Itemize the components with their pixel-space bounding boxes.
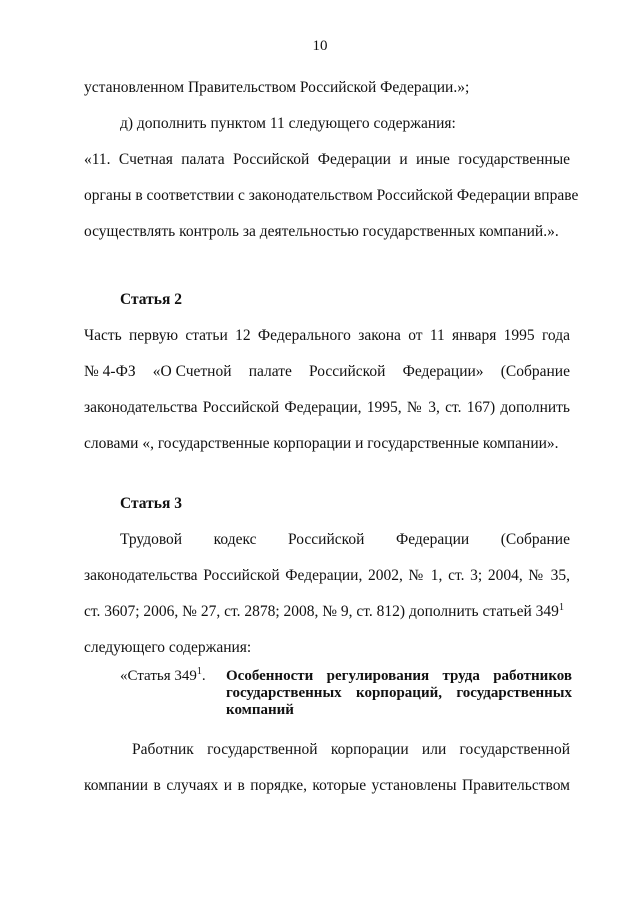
article-349-title bbox=[226, 668, 572, 719]
superscript: 1 bbox=[196, 666, 202, 677]
word: Федерации bbox=[395, 531, 470, 548]
text-line: «11. Счетная палата Российской Федерации и иные государственные bbox=[84, 151, 570, 168]
word: (Собрание bbox=[500, 363, 570, 380]
text-line: законодательства Российской Федерации, 1995, № 3, ст. 167) дополнить bbox=[84, 399, 570, 416]
word: № 4-ФЗ bbox=[84, 363, 136, 380]
text-line: Работник государственной корпорации или государственной bbox=[132, 741, 570, 758]
text-line: словами «, государственные корпорации и государственные компании». bbox=[84, 435, 559, 452]
text-span: «Статья 349 bbox=[120, 668, 197, 684]
title-line: Особенности регулирования труда работников bbox=[226, 668, 572, 684]
superscript: 1 bbox=[558, 602, 564, 613]
text-line: д) дополнить пунктом 11 следующего содержания: bbox=[120, 115, 456, 132]
word: Федерации» bbox=[402, 363, 484, 380]
text-line: следующего содержания: bbox=[84, 639, 252, 656]
text-line: органы в соответствии с законодательством Российской Федерации вправе bbox=[84, 187, 579, 204]
text-line: установленном Правительством Российской Федерации.»; bbox=[84, 79, 470, 96]
word: Трудовой bbox=[120, 531, 183, 548]
title-line: государственных корпораций, государственных bbox=[226, 685, 572, 701]
text-line-spaced bbox=[120, 530, 570, 550]
article-349-prefix: «Статья $349^1$. bbox=[120, 666, 206, 684]
page-number: 10 bbox=[312, 38, 328, 54]
text-line: Часть первую статьи 12 Федерального закона от 11 января 1995 года bbox=[84, 327, 570, 344]
word: «О Счетной bbox=[152, 363, 232, 380]
text-line: осуществлять контроль за деятельностью государственных компаний.». bbox=[84, 223, 559, 240]
text-line-spaced bbox=[84, 362, 570, 382]
word: кодекс bbox=[213, 531, 257, 548]
word: (Собрание bbox=[500, 531, 570, 548]
text-line: законодательства Российской Федерации, 2002, № 1, ст. 3; 2004, № 35, bbox=[84, 567, 570, 584]
text-span: ст. 3607; 2006, № 27, ст. 2878; 2008, № 9, ст. 812) дополнить статьей 349 bbox=[84, 603, 559, 620]
text-line: компании в случаях и в порядке, которые установлены Правительством bbox=[84, 777, 570, 794]
title-line: компаний bbox=[226, 702, 294, 718]
word: палате bbox=[248, 363, 292, 380]
word: Российской bbox=[309, 363, 386, 380]
article-2-heading: Статья 2 bbox=[120, 291, 182, 308]
article-3-heading: Статья 3 bbox=[120, 495, 182, 512]
text-line bbox=[84, 602, 564, 622]
word: Российской bbox=[288, 531, 365, 548]
